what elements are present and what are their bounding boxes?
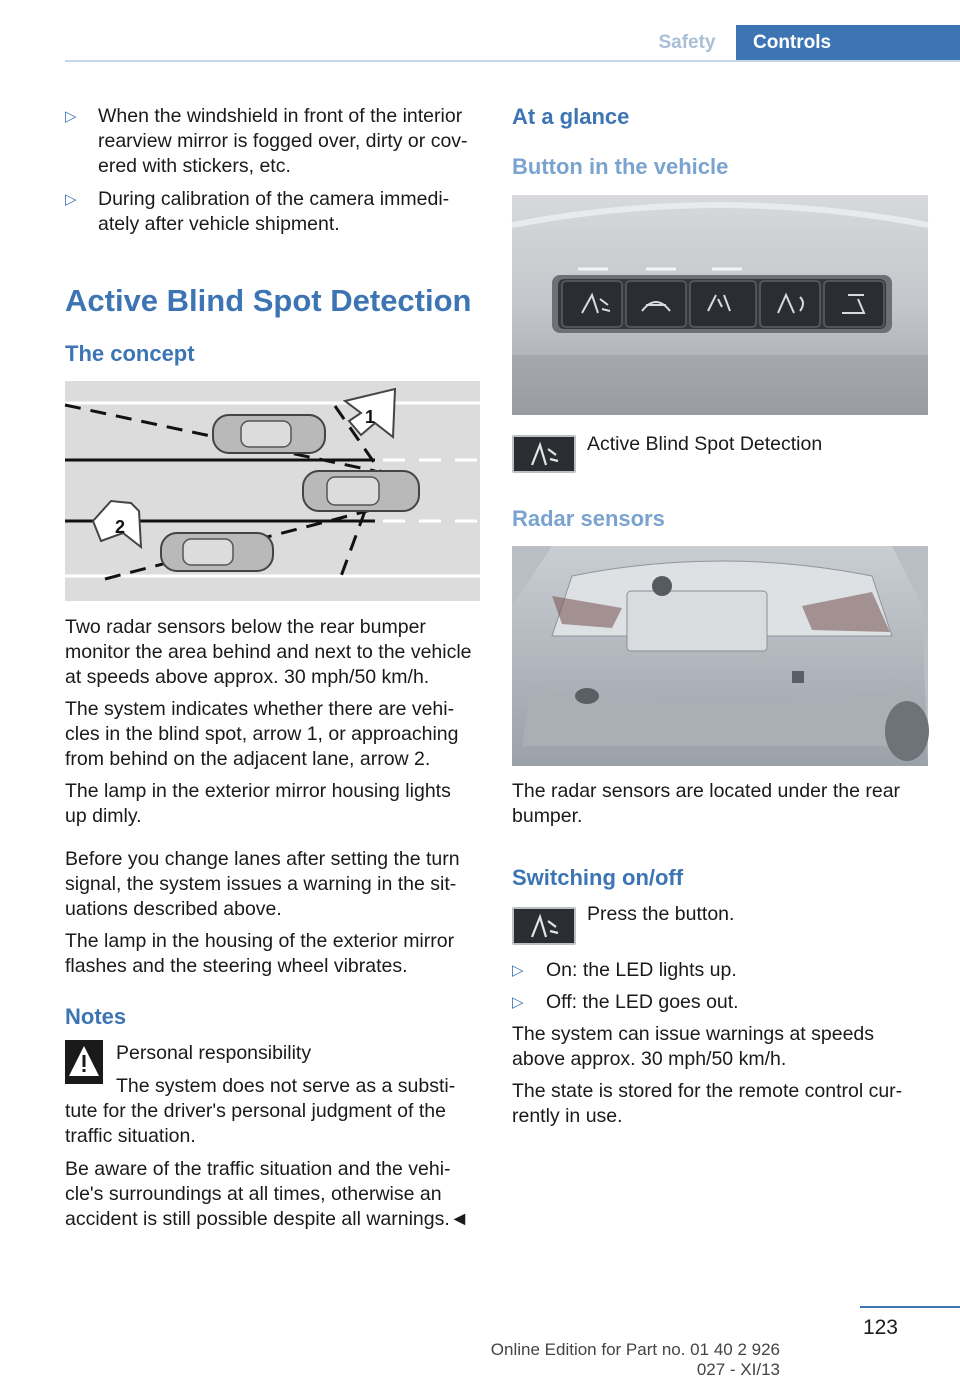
text-line: flashes and the steering wheel vibrates. xyxy=(65,955,408,977)
text-line: The system does not serve as a substi- xyxy=(116,1075,456,1097)
text-line: When the windshield in front of the interior xyxy=(98,105,463,127)
chapter-tab: Controls xyxy=(736,25,960,61)
diagram-label-1: 1 xyxy=(365,407,376,427)
switch-heading: Switching on/off xyxy=(512,865,684,890)
glance-heading: At a glance xyxy=(512,104,630,129)
text-line: bumper. xyxy=(512,805,583,827)
text-line: cles in the blind spot, arrow 1, or approaching xyxy=(65,723,459,745)
text-line: accident is still possible despite all warnings.◄ xyxy=(65,1208,470,1230)
text-line: Two radar sensors below the rear bumper xyxy=(65,616,426,638)
bullet-item xyxy=(98,104,483,179)
text-line: from behind on the adjacent lane, arrow 2. xyxy=(65,748,431,770)
bullet-item: Off: the LED goes out. xyxy=(546,991,739,1013)
rear-car-photo xyxy=(512,546,928,766)
text-line: traffic situation. xyxy=(65,1125,196,1147)
section-title: Active Blind Spot Detection xyxy=(65,283,472,318)
paragraph xyxy=(512,1079,932,1129)
text-line: The lamp in the housing of the exterior mirror xyxy=(65,930,455,952)
bullet-marker: ▷ xyxy=(65,108,77,125)
bullet-item xyxy=(98,187,483,237)
button-heading: Button in the vehicle xyxy=(512,154,729,179)
text-line: monitor the area behind and next to the vehicle xyxy=(65,641,472,663)
paragraph xyxy=(65,615,485,690)
paragraph xyxy=(512,779,932,829)
paragraph xyxy=(65,697,485,772)
section-tab: Safety xyxy=(658,32,716,53)
text-line: rearview mirror is fogged over, dirty or cov- xyxy=(98,130,468,152)
diagram-label-2: 2 xyxy=(115,517,126,537)
text-line: at speeds above approx. 30 mph/50 km/h. xyxy=(65,666,430,688)
text-line: tute for the driver's personal judgment of the xyxy=(65,1100,446,1122)
text-line: uations described above. xyxy=(65,898,282,920)
warning-text xyxy=(65,1074,485,1149)
blind-spot-button-icon xyxy=(512,435,576,473)
text-line: cle's surroundings at all times, otherwise an xyxy=(65,1183,442,1205)
bullet-marker: ▷ xyxy=(512,962,524,979)
text-line: signal, the system issues a warning in the sit- xyxy=(65,873,457,895)
text-line: Before you change lanes after setting the turn xyxy=(65,848,460,870)
warning-title: Personal responsibility xyxy=(116,1042,312,1064)
paragraph xyxy=(65,929,485,979)
blind-spot-diagram xyxy=(65,381,480,601)
text-line: ered with stickers, etc. xyxy=(98,155,291,177)
text-line: The state is stored for the remote control cur- xyxy=(512,1080,903,1102)
text-line: Be aware of the traffic situation and the vehi- xyxy=(65,1158,451,1180)
text-line: above approx. 30 mph/50 km/h. xyxy=(512,1048,787,1070)
button-caption: Active Blind Spot Detection xyxy=(587,433,823,455)
bullet-item: On: the LED lights up. xyxy=(546,959,737,981)
bullet-marker: ▷ xyxy=(65,191,77,208)
header-rule xyxy=(65,60,960,62)
text-line: rently in use. xyxy=(512,1105,623,1127)
blind-spot-button-icon xyxy=(512,907,576,945)
button-panel-photo xyxy=(512,195,928,415)
text-line: The system indicates whether there are vehi- xyxy=(65,698,455,720)
paragraph xyxy=(512,1022,932,1072)
text-line: During calibration of the camera immedi- xyxy=(98,188,450,210)
paragraph xyxy=(65,847,485,922)
radar-heading: Radar sensors xyxy=(512,506,665,531)
notes-heading: Notes xyxy=(65,1004,127,1029)
text-line: The system can issue warnings at speeds xyxy=(512,1023,875,1045)
warning-text xyxy=(65,1157,485,1232)
edition-text: Online Edition for Part no. 01 40 2 926 027 - XI/13 xyxy=(490,1340,780,1379)
text-line: ately after vehicle shipment. xyxy=(98,213,340,235)
concept-heading: The concept xyxy=(65,341,195,366)
footer-rule xyxy=(860,1306,960,1308)
press-text: Press the button. xyxy=(587,903,735,925)
text-line: up dimly. xyxy=(65,805,142,827)
page-number: 123 xyxy=(862,1316,898,1339)
text-line: The radar sensors are located under the rear xyxy=(512,780,901,802)
paragraph xyxy=(65,779,485,829)
text-line: The lamp in the exterior mirror housing lights xyxy=(65,780,451,802)
bullet-marker: ▷ xyxy=(512,994,524,1011)
